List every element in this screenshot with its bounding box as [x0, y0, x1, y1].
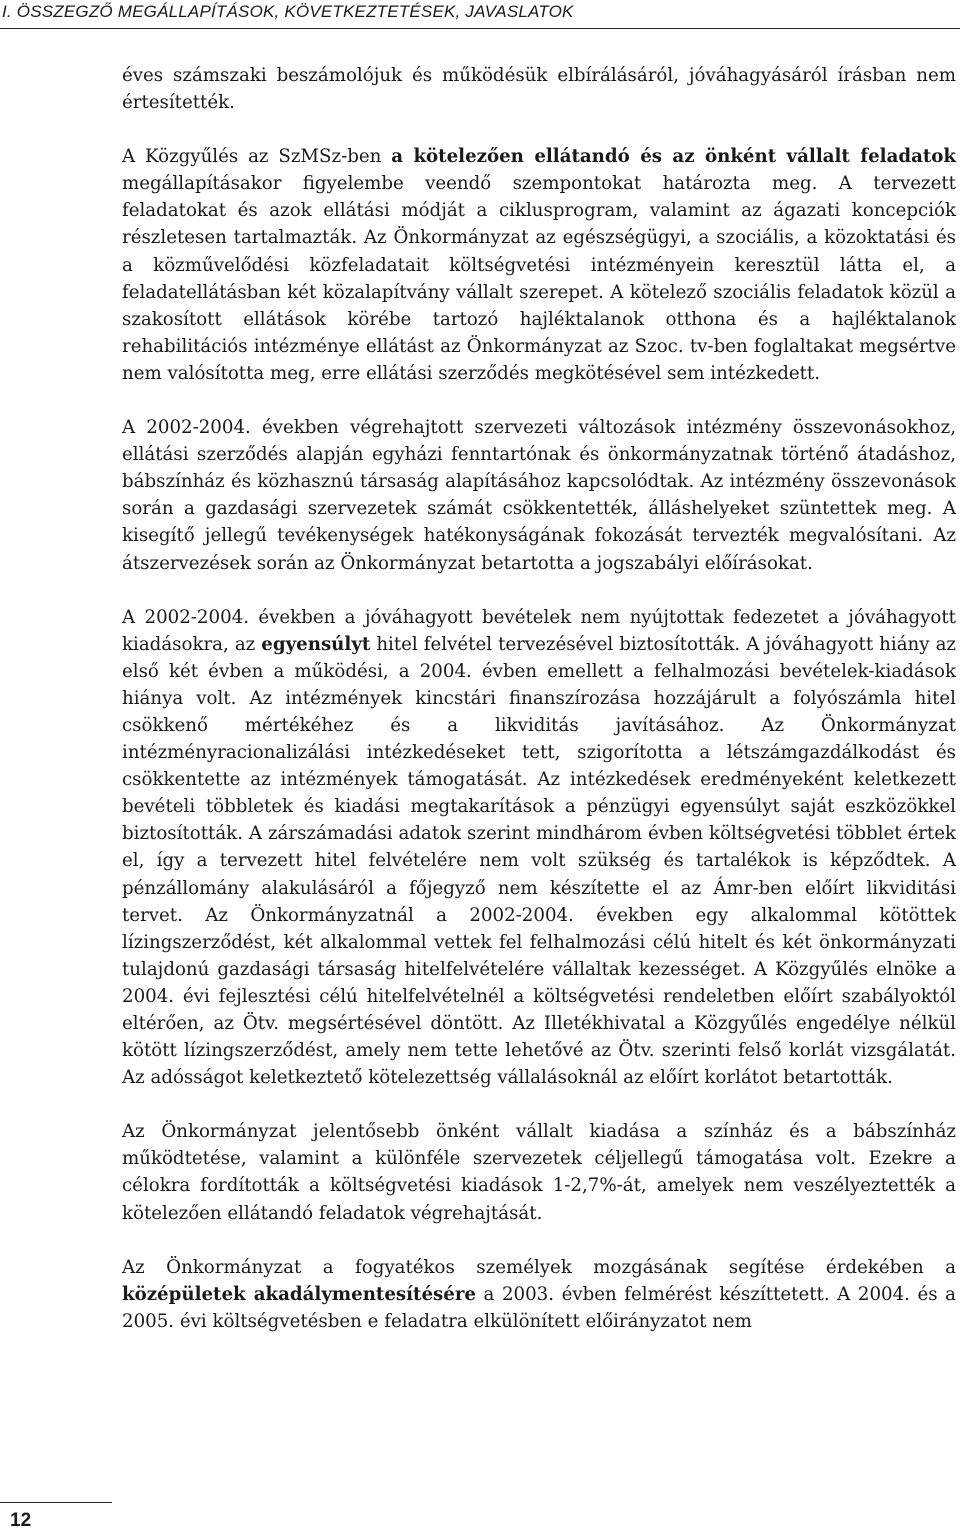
footer-rule [0, 1502, 112, 1503]
paragraph-3 [122, 414, 956, 577]
running-header [0, 0, 960, 30]
body-text [122, 62, 956, 1335]
paragraph-4-bold: egyensúlyt [261, 633, 371, 655]
paragraph-4 [122, 604, 956, 1092]
header-rule [0, 28, 960, 29]
paragraph-6-text-a: Az Önkormányzat a fogyatékos személyek mozgásának segítése érdekében a [122, 1256, 956, 1278]
paragraph-6-text-b: a 2003. évben felmérést készíttetett. A 2004. és a 2005. évi költségvetésben e feladatra elkülönített előirányzatot nem [122, 1283, 956, 1332]
running-header-title: I. ÖSSZEGZŐ MEGÁLLAPÍTÁSOK, KÖVETKEZTETÉSEK, JAVASLATOK [2, 2, 574, 21]
paragraph-5 [122, 1118, 956, 1226]
paragraph-4-text-b: hitel felvétel tervezésével biztosították. A jóváhagyott hiány az első két évben a működési, a 2004. évben emellett a felhalmozási bevételek-kiadások hiánya volt. Az intézmények kincstári finanszírozása hozzájárult a folyószámla hitel csökkenő mértékéhez és a likviditás javításához. Az Önkormányzat intézményracionalizálási intézkedéseket tett, szigorította a létszámgazdálkodást és csökkentette az intézmények támogatását. Az intézkedések eredményeként keletkezett bevételi többletek és kiadási megtakarítások a pénzügyi egyensúlyt saját eszközökkel biztosították. A zárszámadási adatok szerint mindhárom évben költségvetési többlet értek el, így a tervezett hitel felvételére nem volt szükség és tartalékok is képződtek. A pénzállomány alakulásáról a főjegyző nem készítette el az Ámr-ben előírt likviditási tervet. Az Önkormányzatnál a 2002-2004. években egy alkalommal kötöttek lízingszerződést, két alkalommal vettek fel felhalmozási célú hitelt és két önkormányzati tulajdonú gazdasági társaság hitelfelvételére vállaltak kezességet. A Közgyűlés elnöke a 2004. évi fejlesztési célú hitelfelvételnél a költségvetési rendeletben előírt szabályoktól eltérően, az Ötv. megsértésével döntött. Az Illetékhivatal a Közgyűlés engedélye nélkül kötött lízingszerződést, amely nem tette lehetővé az Ötv. szerinti felső korlát vizsgálatát. Az adósságot keletkeztető kötelezettség vállalásoknál az előírt korlátot betartották. [122, 633, 956, 1089]
paragraph-6-bold: középületek akadálymentesítésére [122, 1283, 476, 1305]
paragraph-2-text-b: megállapításakor figyelembe veendő szempontokat határozta meg. A tervezett feladatokat és azok ellátási módját a ciklusprogram, valamint az ágazati koncepciók részletesen tartalmazták. Az Önkormányzat az egészségügyi, a szociális, a közoktatási és a közművelődési közfeladatait költségvetési intézményein keresztül látta el, a feladatellátásban két közalapítvány vállalt szerepet. A kötelező szociális feladatok közül a szakosított ellátások körébe tartozó hajléktalanok otthona és a hajléktalanok rehabilitációs intézménye ellátást az Önkormányzat az Szoc. tv-ben foglaltakat megsértve nem valósította meg, erre ellátási szerződés megkötésével sem intézkedett. [122, 173, 956, 384]
paragraph-3-text: A 2002-2004. években végrehajtott szervezeti változások intézmény összevonásokhoz, ellátási szerződés alapján egyházi fenntartónak és önkormányzatnak történő átadáshoz, bábszínház és közhasznú társaság alapításához kapcsolódtak. Az intézmény összevonások során a gazdasági szervezetek számát csökkentették, álláshelyeket szüntettek meg. A kisegítő jellegű tevékenységek hatékonyságának fokozását tervezték megvalósítani. Az átszervezések során az Önkormányzat betartotta a jogszabályi előírásokat. [122, 417, 956, 574]
page-number: 12 [10, 1510, 32, 1531]
paragraph-5-text: Az Önkormányzat jelentősebb önként vállalt kiadása a színház és a bábszínház működtetése, valamint a különféle szervezetek céljellegű támogatása volt. Ezekre a célokra fordították a költségvetési kiadások 1-2,7%-át, amelyek nem veszélyeztették a kötelezően ellátandó feladatok végrehajtását. [122, 1121, 956, 1224]
paragraph-2-text-a: A Közgyűlés az SzMSz-ben [122, 146, 392, 168]
paragraph-2 [122, 143, 956, 387]
paragraph-6 [122, 1254, 956, 1335]
paragraph-1 [122, 62, 956, 116]
paragraph-1-text: éves számszaki beszámolójuk és működésük elbírálásáról, jóváhagyásáról írásban nem értesítették. [122, 65, 956, 114]
paragraph-4-text-a: A 2002-2004. években a jóváhagyott bevételek nem nyújtottak fedezetet a jóváhagyott kiadásokra, az [122, 606, 956, 655]
paragraph-2-bold: a kötelezően ellátandó és az önként vállalt feladatok [391, 146, 956, 168]
